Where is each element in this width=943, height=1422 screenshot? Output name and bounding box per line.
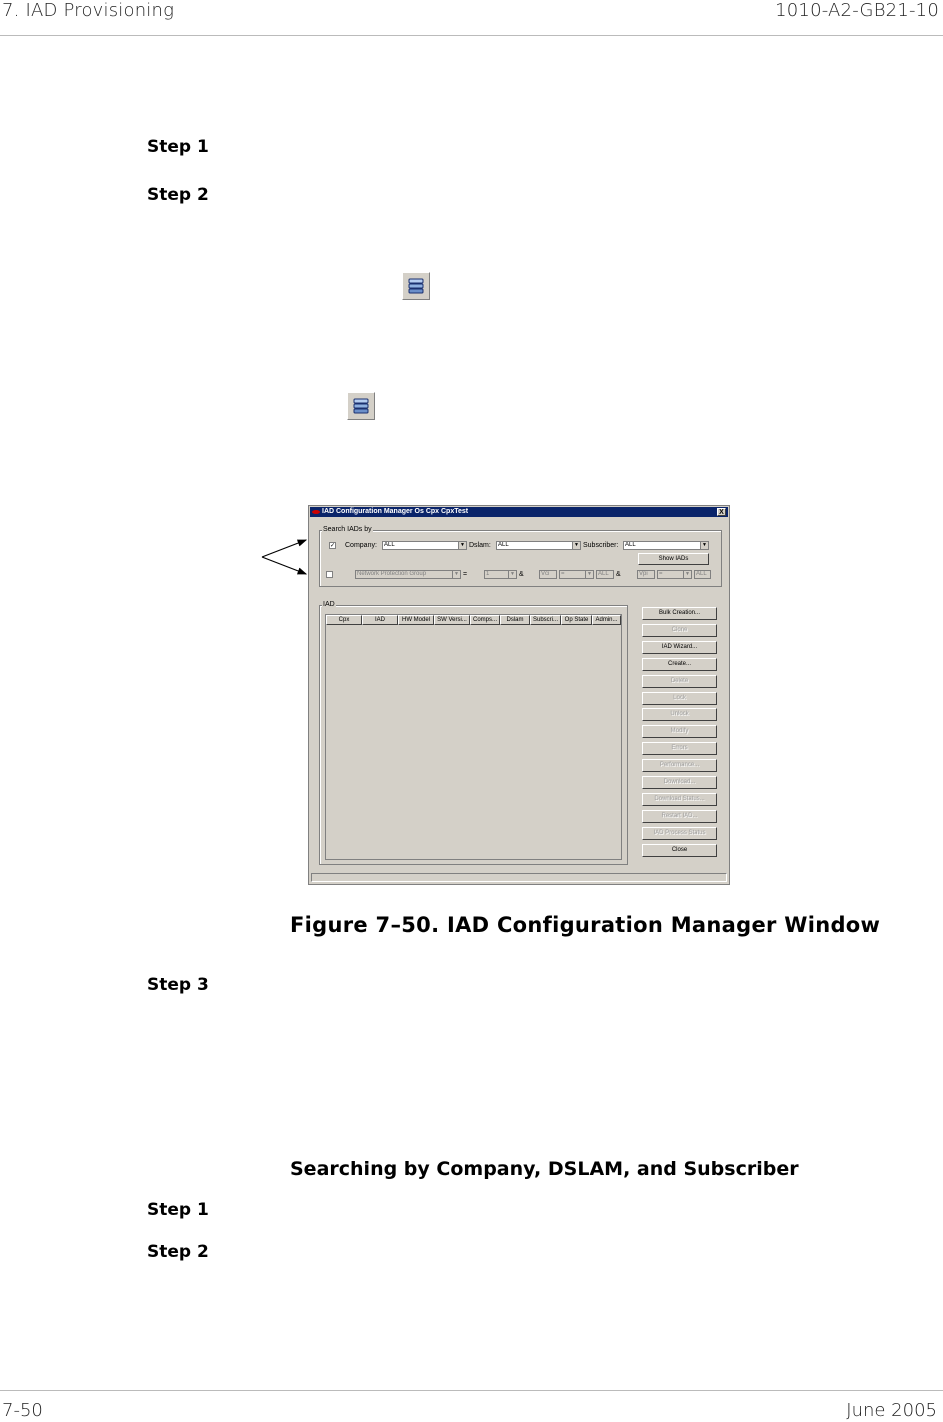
stacked-layers-icon (402, 272, 430, 300)
npg-select[interactable] (355, 570, 461, 579)
close-icon[interactable]: X (717, 508, 726, 516)
vci-operator-value: = (561, 571, 565, 577)
status-bar (311, 873, 727, 882)
download-button[interactable]: Download... (642, 776, 717, 789)
vci-field[interactable] (539, 570, 557, 579)
unlock-button[interactable]: Unlock (642, 708, 717, 721)
column-header[interactable]: Comps... (470, 615, 500, 625)
chevron-down-icon: ▼ (700, 542, 708, 549)
chevron-down-icon: ▼ (452, 571, 460, 578)
vpi-field[interactable] (637, 570, 655, 579)
column-header[interactable]: HW Model (398, 615, 434, 625)
company-label: Company: (345, 542, 377, 549)
chevron-down-icon: ▼ (458, 542, 466, 549)
column-header[interactable]: Admin... (592, 615, 621, 625)
delete-button[interactable]: Delete (642, 675, 717, 688)
iad-config-manager-window (308, 505, 730, 885)
chevron-down-icon: ▼ (585, 571, 593, 578)
chevron-down-icon: ▼ (572, 542, 580, 549)
window-titlebar (310, 507, 728, 517)
dslam-select[interactable] (496, 541, 581, 550)
column-header[interactable]: Subscri... (530, 615, 561, 625)
vpi-label: Vpi (639, 571, 648, 577)
show-iads-button[interactable]: Show IADs (638, 553, 709, 565)
performance-button[interactable]: Performance... (642, 759, 717, 772)
company-select[interactable] (382, 541, 467, 550)
npg-value: Network Protection Group (357, 571, 427, 577)
step-label: Step 1 (147, 137, 209, 157)
section-subheading: Searching by Company, DSLAM, and Subscriber (290, 1158, 799, 1180)
step-label: Step 3 (147, 975, 209, 995)
footer-rule (0, 1390, 943, 1391)
subscriber-label: Subscriber: (583, 542, 619, 549)
subscriber-select[interactable] (623, 541, 709, 550)
lock-button[interactable]: Lock (642, 692, 717, 705)
restart-iad-button[interactable]: Restart IAD... (642, 810, 717, 823)
vpi-value-field[interactable] (694, 570, 711, 579)
vpi-operator-value: = (659, 571, 663, 577)
step-label: Step 1 (147, 1200, 209, 1220)
number-select[interactable] (484, 570, 517, 579)
column-header[interactable]: IAD (362, 615, 398, 625)
search-group-label: Search IADs by (323, 526, 372, 533)
stacked-layers-icon (347, 392, 375, 420)
column-header[interactable]: Op State (561, 615, 592, 625)
create-button[interactable]: Create... (642, 658, 717, 671)
column-header[interactable]: Dslam (500, 615, 530, 625)
window-title: IAD Configuration Manager Os Cpx CpxTest (322, 508, 469, 515)
step-label: Step 2 (147, 185, 209, 205)
iad-process-status-button[interactable]: IAD Process Status (642, 827, 717, 840)
dslam-value: ALL (498, 542, 509, 548)
chevron-down-icon: ▼ (683, 571, 691, 578)
equals-label: = (463, 571, 468, 578)
company-value: ALL (384, 542, 395, 548)
iad-group-label: IAD (323, 601, 335, 608)
vci-value: ALL (598, 571, 609, 577)
app-logo-icon (312, 510, 320, 514)
modify-button[interactable]: Modify (642, 725, 717, 738)
number-value: 1 (486, 571, 490, 577)
page-number: 7-50 (2, 1400, 43, 1421)
vci-label: Vci (541, 571, 550, 577)
errors-button[interactable]: Errors (642, 742, 717, 755)
subscriber-value: ALL (625, 542, 636, 548)
running-header-chapter: 7. IAD Provisioning (2, 0, 175, 21)
column-header[interactable]: Cpx (326, 615, 362, 625)
vpi-value: ALL (696, 571, 707, 577)
vci-operator-select[interactable] (559, 570, 594, 579)
and-label: & (519, 571, 524, 578)
header-rule (0, 35, 943, 36)
and-label: & (616, 571, 621, 578)
clone-button[interactable]: Clone (642, 624, 717, 637)
vci-value-field[interactable] (596, 570, 614, 579)
bulk-creation-button[interactable]: Bulk Creation... (642, 607, 717, 620)
iad-table[interactable] (325, 614, 622, 860)
chevron-down-icon: ▼ (508, 571, 516, 578)
column-header[interactable]: SW Versi... (434, 615, 470, 625)
figure-caption: Figure 7–50. IAD Configuration Manager Window (290, 913, 881, 937)
close-button[interactable]: Close (642, 844, 717, 857)
vpi-operator-select[interactable] (657, 570, 692, 579)
download-status-button[interactable]: Download Status... (642, 793, 717, 806)
search-by-npg-checkbox[interactable] (326, 571, 333, 578)
step-label: Step 2 (147, 1242, 209, 1262)
dslam-label: Dslam: (469, 542, 491, 549)
publication-date: June 2005 (846, 1400, 937, 1421)
running-header-docnum: 1010-A2-GB21-10 (775, 0, 939, 21)
search-by-company-checkbox[interactable]: ✓ (330, 543, 336, 549)
iad-wizard-button[interactable]: IAD Wizard... (642, 641, 717, 654)
